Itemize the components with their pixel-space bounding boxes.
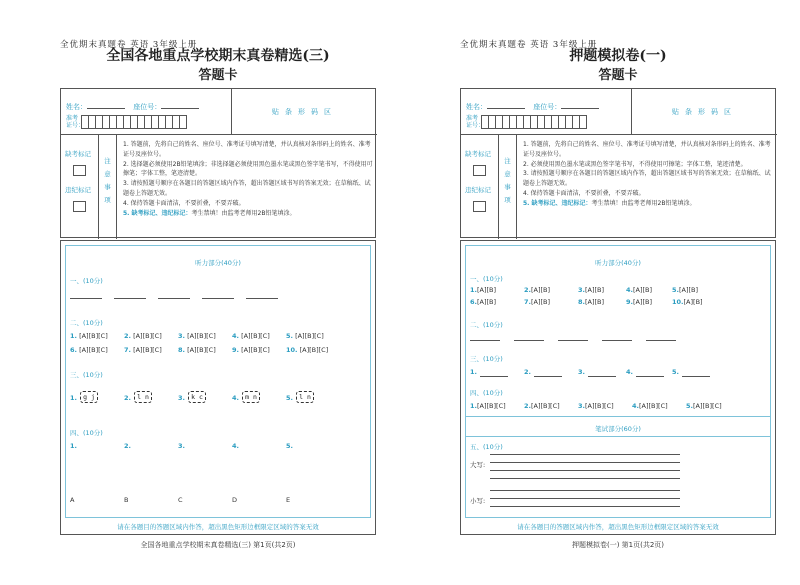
listening-title: 听力部分(40分): [595, 259, 641, 267]
name-field[interactable]: [87, 108, 125, 109]
blank-line[interactable]: [636, 376, 664, 377]
blank-line[interactable]: [70, 298, 102, 299]
section-5-title: 五、(10分): [470, 443, 503, 451]
section-4-title: 四、(10分): [70, 429, 103, 437]
answer-area: 听力部分(40分) 一、(10分) 1.[A][B] 2.[A][B] 3.[A][B] 4.[A][B] 5.[A][B] 6.[A][B] 7.[A][B] 8.[A][B] 9.[A][B] 10.[A][B] 二、(10分) 三、(10分) 1. 2. 3. 4. 5. 四、(10分) 1.[A][B][C] 2.[A][B][C] 3.[A][B][C] 4.[A][B][C] 5.[A][B][C] 笔试部分(60分) 五、(10分) 大写: 小写: 请在各题目的答题区域内作答，超出黑色矩形边框限定区域的答案无效: [460, 240, 776, 535]
notice-list: 1. 答题前，先将自己的姓名、座位号、准考证号填写清楚，并认真核对条形码上的姓名、准考证号及座位号。 2. 选择题必须使用2B铅笔填涂；非选择题必须使用黑色墨水笔或黑色签字笔书写，不得使用可擦笔；字体工整，笔迹清楚。 3. 请按照题号顺序在各题目的答题区域内作答，超出答题区域书写的答案无效；在草稿纸、试题卷上答题无效。 4. 保持答题卡面清洁，不要折叠，不要弄破。 5. 缺考标记、违纪标记：考生禁填！由监考老师用2B铅笔填涂。: [123, 141, 373, 217]
seat-field[interactable]: [561, 108, 599, 109]
blank-line[interactable]: [682, 376, 710, 377]
letter-box[interactable]: m n: [242, 391, 260, 403]
blank-line[interactable]: [514, 340, 544, 341]
blank-line[interactable]: [588, 376, 616, 377]
section-1-title: 一、(10分): [470, 275, 503, 283]
section-4-title: 四、(10分): [470, 389, 503, 397]
letter-box[interactable]: g j: [80, 391, 98, 403]
writing-title: 笔试部分(60分): [595, 425, 641, 433]
seat-label: 座位号：: [533, 103, 562, 111]
blank-line[interactable]: [480, 376, 508, 377]
lowercase-label: 小写:: [470, 497, 486, 505]
sheet-title: 全国各地重点学校期末真卷精选(三): [106, 48, 330, 64]
page-footer: 押题模拟卷(一) 第1页(共2页): [571, 541, 665, 549]
absent-box[interactable]: [473, 165, 486, 176]
blank-line[interactable]: [558, 340, 588, 341]
absent-label: 缺考标记: [65, 150, 91, 158]
blank-line[interactable]: [202, 298, 234, 299]
right-answer-sheet: [400, 0, 800, 585]
exam-label-1: 准考: [466, 115, 479, 122]
warning-text: 请在各题目的答题区域内作答，超出黑色矩形边框限定区域的答案无效: [517, 523, 719, 531]
violation-box[interactable]: [473, 201, 486, 212]
name-label: 姓名：: [66, 103, 87, 111]
exam-number-boxes[interactable]: [481, 115, 586, 129]
blank-line[interactable]: [534, 376, 562, 377]
sheet-title: 押题模拟卷(一): [569, 48, 667, 64]
notice-list: 1. 答题前，先将自己的姓名、座位号、准考证号填写清楚，并认真核对条形码上的姓名、准考证号及座位号。 2. 必须使用黑色墨水笔或黑色签字笔书写，不得使用可擦笔；字体工整，笔迹清楚。 3. 请按照题号顺序在各题目的答题区域内作答，超出答题区域书写的答案无效；在草稿纸、试题卷上答题无效。 4. 保持答题卡面清洁，不要折叠，不要弄破。 5. 缺考标记、违纪标记：考生禁填！由监考老师用2B铅笔填涂。: [523, 141, 771, 207]
blank-line[interactable]: [114, 298, 146, 299]
seat-field[interactable]: [161, 108, 199, 109]
letter-box[interactable]: k c: [188, 391, 206, 403]
page-footer: 全国各地重点学校期末真卷精选(三) 第1页(共2页): [140, 541, 296, 549]
violation-label: 违纪标记: [65, 186, 91, 194]
blank-line[interactable]: [646, 340, 676, 341]
exam-label-1: 准考: [66, 115, 79, 122]
header-box: [460, 88, 776, 238]
barcode-area: 贴条形码区: [231, 89, 377, 135]
blank-line[interactable]: [602, 340, 632, 341]
section-3-title: 三、(10分): [70, 371, 103, 379]
section-2-title: 二、(10分): [470, 321, 503, 329]
notice-header: 注 意 事 项: [499, 135, 517, 239]
blank-line[interactable]: [470, 340, 500, 341]
exam-number-boxes[interactable]: [81, 115, 186, 129]
blank-line[interactable]: [246, 298, 278, 299]
blank-line[interactable]: [158, 298, 190, 299]
mark-column: [61, 135, 99, 239]
exam-label-2: 证号：: [66, 122, 85, 129]
name-field[interactable]: [487, 108, 525, 109]
letter-box[interactable]: l n: [296, 391, 314, 403]
answer-area: 听力部分(40分) 一、(10分) 二、(10分) 1. [A][B][C] 2. [A][B][C] 3. [A][B][C] 4. [A][B][C] 5. [A][B][C] 6. [A][B][C] 7. [A][B][C] 8. [A][B][C] 9. [A][B][C] 10. [A][B][C] 三、(10分) 1. g j 2. l n 3. k c 4. m n 5. l n 四、(10分) 1. 2. 3. 4. 5. A B C D E 请在各题目的答题区域内作答，超出黑色矩形边框限定区域的答案无效: [60, 240, 376, 535]
series-title: 全优期末真题卷 英语 3年级上册: [60, 40, 198, 50]
series-title: 全优期末真题卷 英语 3年级上册: [460, 40, 598, 50]
warning-text: 请在各题目的答题区域内作答，超出黑色矩形边框限定区域的答案无效: [117, 523, 319, 531]
uppercase-label: 大写:: [470, 461, 486, 469]
notice-header: 注 意 事 项: [99, 135, 117, 239]
name-label: 姓名：: [466, 103, 487, 111]
section-1-title: 一、(10分): [70, 277, 103, 285]
violation-box[interactable]: [73, 201, 86, 212]
section-2-title: 二、(10分): [70, 319, 103, 327]
mark-column: [461, 135, 499, 239]
sheet-subtitle: 答题卡: [598, 68, 638, 83]
seat-label: 座位号：: [133, 103, 162, 111]
barcode-area: 贴条形码区: [631, 89, 777, 135]
violation-label: 违纪标记: [465, 186, 491, 194]
letter-box[interactable]: l n: [134, 391, 152, 403]
exam-label-2: 证号：: [466, 122, 485, 129]
header-box: [60, 88, 376, 238]
absent-label: 缺考标记: [465, 150, 491, 158]
sheet-subtitle: 答题卡: [198, 68, 238, 83]
absent-box[interactable]: [73, 165, 86, 176]
section-3-title: 三、(10分): [470, 355, 503, 363]
listening-title: 听力部分(40分): [195, 259, 241, 267]
